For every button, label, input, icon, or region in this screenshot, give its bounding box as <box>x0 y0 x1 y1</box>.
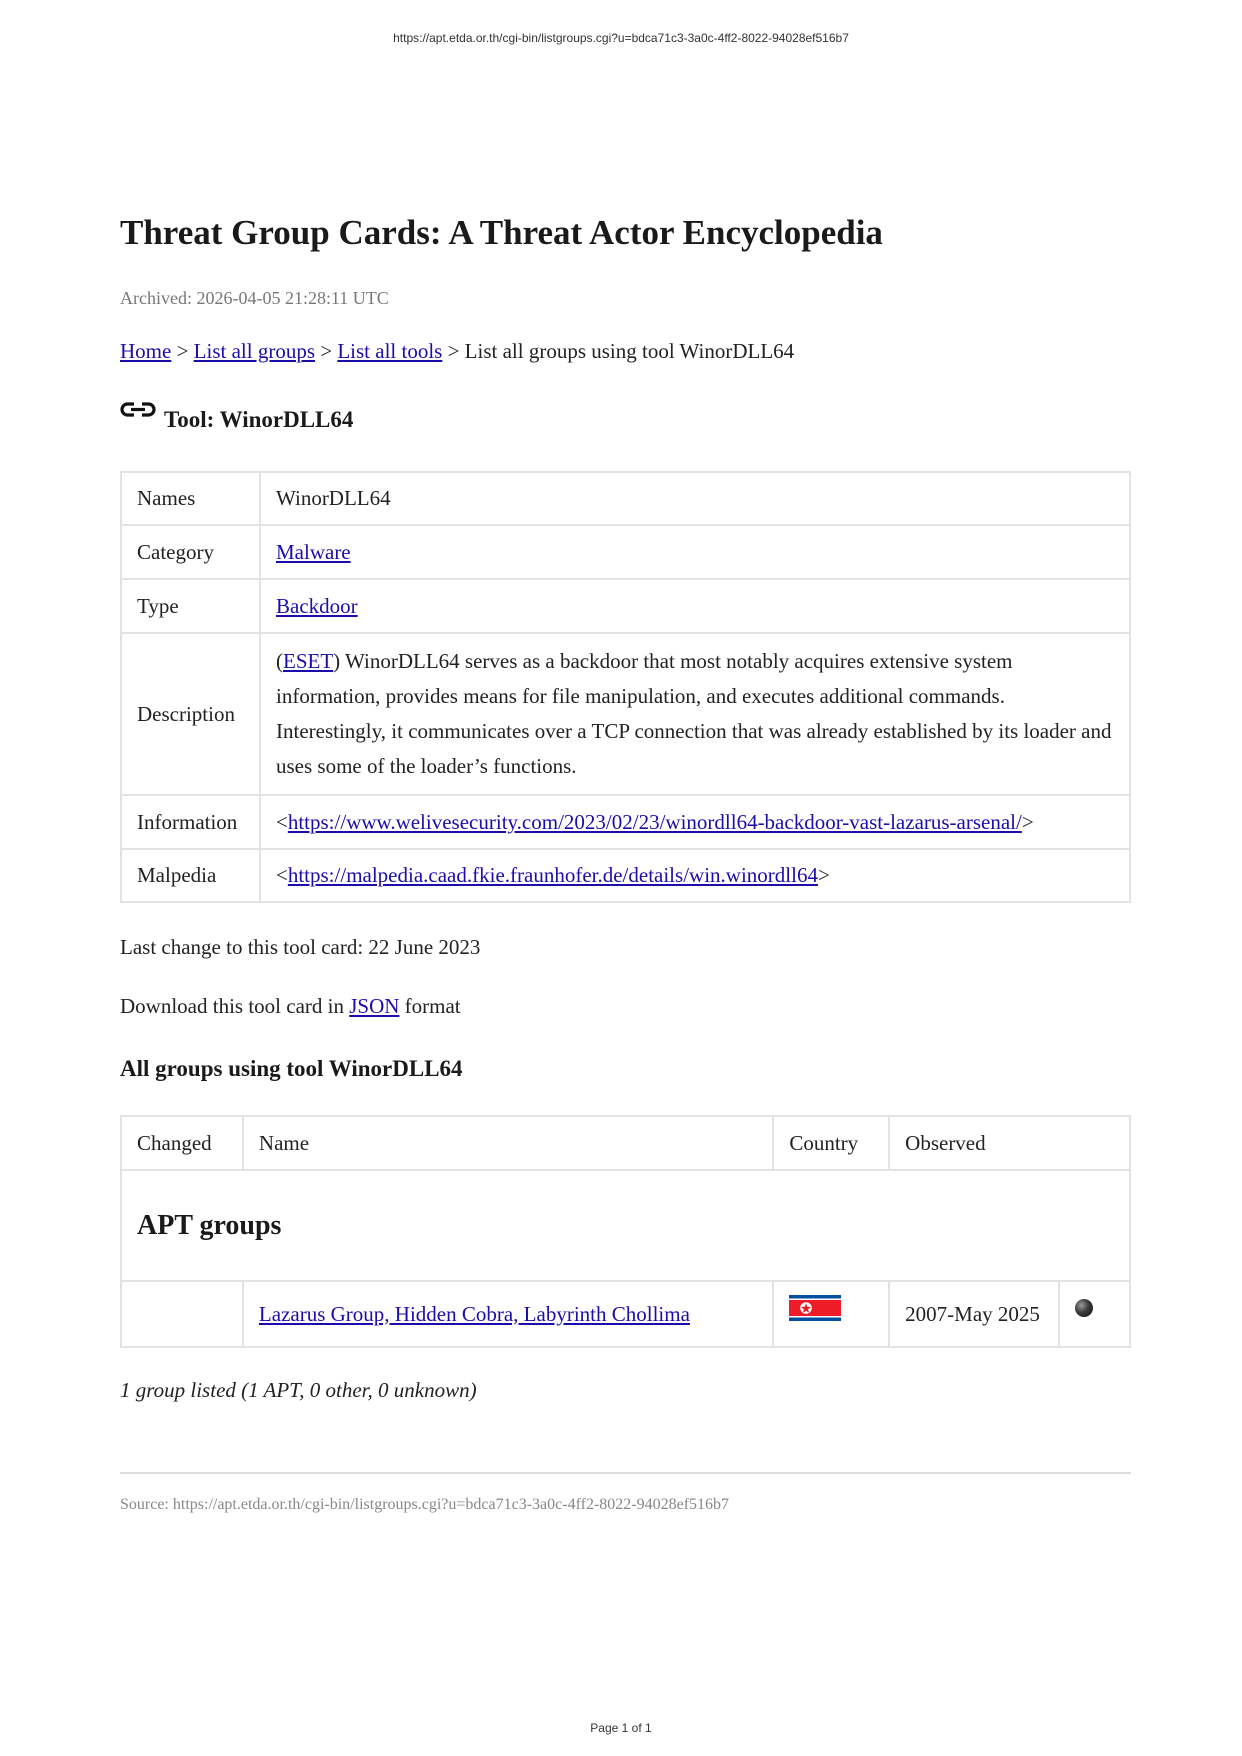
table-row <box>121 795 1130 849</box>
breadcrumb-separator: > <box>171 339 194 363</box>
angle-close: > <box>1021 809 1034 834</box>
section-label-apt: APT groups <box>121 1170 1130 1281</box>
observed-cell: 2007-May 2025 <box>889 1281 1059 1347</box>
group-name-link[interactable]: Lazarus Group, Hidden Cobra, Labyrinth Chollima <box>258 1301 690 1326</box>
table-row <box>121 579 1130 633</box>
description-source-link[interactable]: ESET <box>283 649 334 673</box>
table-row <box>121 1281 1130 1347</box>
table-header-row <box>121 1116 1130 1170</box>
malpedia-label: Malpedia <box>121 849 260 902</box>
groups-summary: 1 group listed (1 APT, 0 other, 0 unknown) <box>120 1378 477 1402</box>
json-download-link[interactable]: JSON <box>349 994 400 1018</box>
link-icon <box>120 397 156 425</box>
malpedia-link[interactable]: https://malpedia.caad.fkie.fraunhofer.de/details/win.winordll64 <box>287 863 818 887</box>
information-link[interactable]: https://www.welivesecurity.com/2023/02/23/winordll64-backdoor-vast-lazarus-arsenal/ <box>287 809 1022 834</box>
download-prefix: Download this tool card in <box>120 994 350 1018</box>
category-label: Category <box>121 525 260 579</box>
description-cell <box>260 633 1130 795</box>
groups-heading: All groups using tool WinorDLL64 <box>120 1056 463 1081</box>
group-name-cell <box>243 1281 773 1347</box>
information-label: Information <box>121 795 260 849</box>
angle-open: < <box>276 809 288 834</box>
changed-cell <box>121 1281 243 1347</box>
table-row <box>121 472 1130 525</box>
angle-close: > <box>817 863 830 887</box>
page-number: Page 1 of 1 <box>590 1721 652 1735</box>
table-row <box>121 525 1130 579</box>
information-cell <box>260 795 1130 849</box>
country-cell <box>773 1281 889 1347</box>
column-header-country: Country <box>773 1116 889 1170</box>
breadcrumb-home-link[interactable]: Home <box>120 339 172 363</box>
last-change-text: Last change to this tool card: 22 June 2023 <box>120 935 481 959</box>
description-label: Description <box>121 633 260 795</box>
angle-open: < <box>276 863 288 887</box>
description-text: ) WinorDLL64 serves as a backdoor that most notably acquires extensive system information, provides means for file manipulation, and executes additional commands. Interestingly, it communicates over a TCP connection that was already established by its loader and uses some of the loader’s functions. <box>276 649 1112 778</box>
table-row <box>121 849 1130 902</box>
status-cell <box>1059 1281 1130 1347</box>
groups-table <box>120 1115 1131 1348</box>
breadcrumb-groups-link[interactable]: List all groups <box>193 339 315 363</box>
download-suffix: format <box>399 994 461 1018</box>
breadcrumb-tools-link[interactable]: List all tools <box>337 339 443 363</box>
column-header-changed: Changed <box>121 1116 243 1170</box>
category-cell <box>260 525 1130 579</box>
type-label: Type <box>121 579 260 633</box>
black-dot-icon <box>1075 1299 1093 1317</box>
archived-timestamp: Archived: 2026-04-05 21:28:11 UTC <box>120 288 389 308</box>
print-header-url: https://apt.etda.or.th/cgi-bin/listgroups.cgi?u=bdca71c3-3a0c-4ff2-8022-94028ef516b7 <box>393 31 849 45</box>
section-row <box>121 1170 1130 1281</box>
north-korea-flag-icon <box>789 1295 841 1321</box>
breadcrumb <box>120 339 794 364</box>
tool-heading <box>120 405 353 433</box>
source-url-text: Source: https://apt.etda.or.th/cgi-bin/listgroups.cgi?u=bdca71c3-3a0c-4ff2-8022-94028ef516b7 <box>120 1496 730 1513</box>
breadcrumb-separator: > <box>315 339 338 363</box>
category-link[interactable]: Malware <box>276 539 351 564</box>
column-header-name: Name <box>243 1116 773 1170</box>
type-link[interactable]: Backdoor <box>276 593 358 618</box>
type-cell <box>260 579 1130 633</box>
breadcrumb-current: > List all groups using tool WinorDLL64 <box>442 339 795 363</box>
names-value: WinorDLL64 <box>260 472 1130 525</box>
page-title: Threat Group Cards: A Threat Actor Encyclopedia <box>120 213 883 252</box>
names-label: Names <box>121 472 260 525</box>
tool-heading-text: Tool: WinorDLL64 <box>164 407 354 432</box>
download-text <box>120 994 461 1019</box>
footer-divider <box>120 1472 1131 1474</box>
table-row <box>121 633 1130 795</box>
tool-info-table <box>120 471 1131 903</box>
column-header-observed: Observed <box>889 1116 1130 1170</box>
malpedia-cell <box>260 849 1130 902</box>
description-paren: ( <box>276 649 283 673</box>
